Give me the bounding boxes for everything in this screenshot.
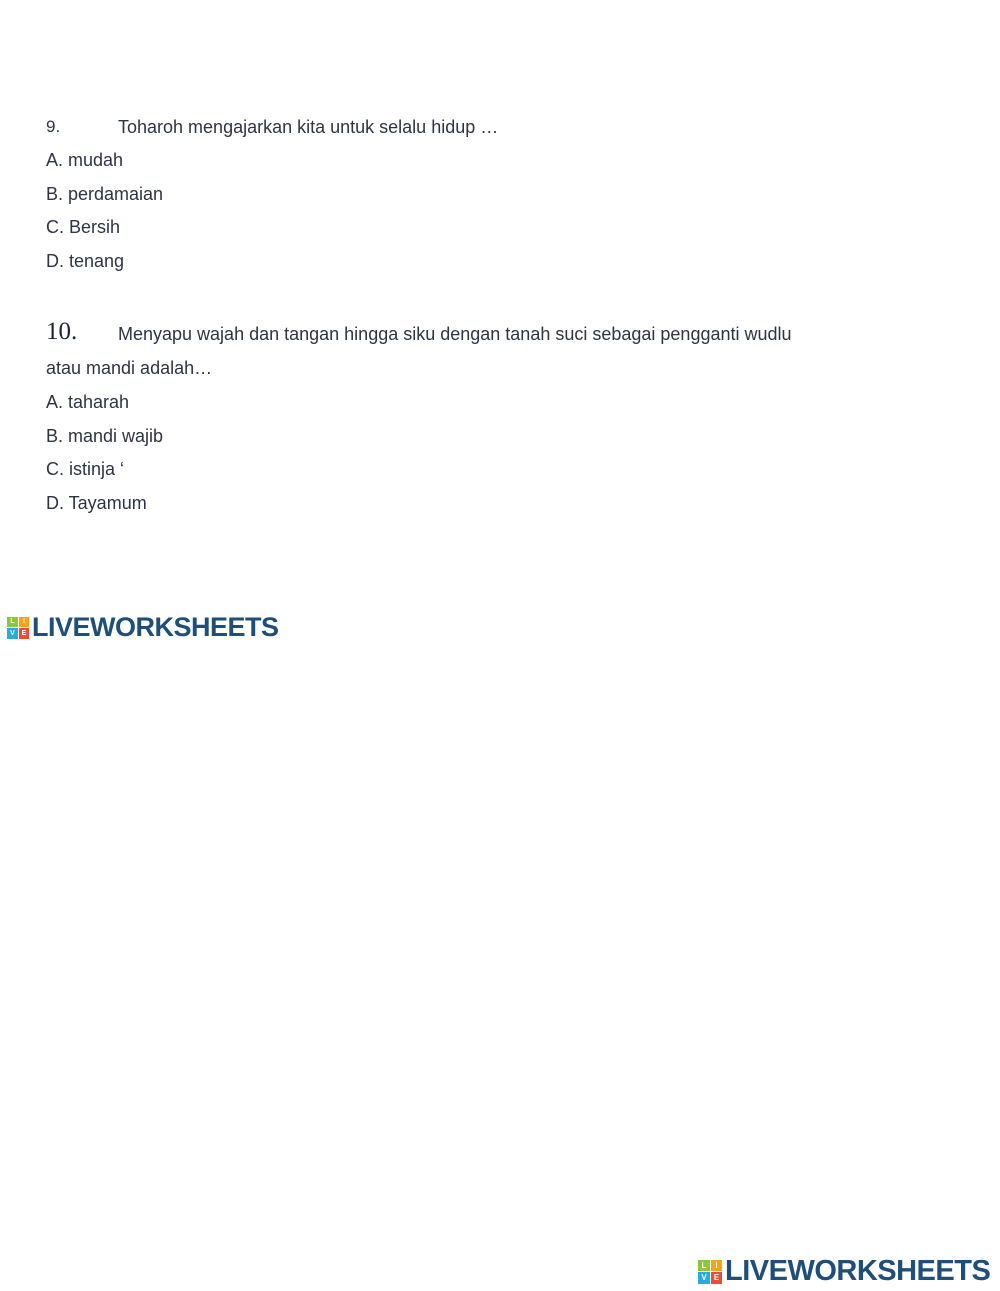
question-10-text: Menyapu wajah dan tangan hingga siku dengan tanah suci sebagai pengganti wudlu — [118, 324, 792, 344]
mark-letter: L — [698, 1260, 710, 1272]
question-10-option-a: A. taharah — [46, 392, 130, 412]
mark-letter: I — [711, 1260, 723, 1272]
question-10-option-d: D. Tayamum — [46, 493, 147, 513]
mark-letter: I — [19, 617, 30, 628]
question-9-option-c: C. Bersih — [46, 217, 121, 237]
mark-letter: V — [7, 628, 18, 639]
mark-letter: E — [711, 1272, 723, 1284]
question-10-option-b: B. mandi wajib — [46, 426, 164, 446]
liveworksheets-logo — [7, 612, 279, 643]
question-9-option-d: D. tenang — [46, 251, 125, 271]
question-9-option-b: B. perdamaian — [46, 184, 164, 204]
question-10-option-c: C. istinja ‘ — [46, 459, 125, 479]
liveworksheets-footer-logo — [698, 1255, 990, 1288]
question-10-number: 10. — [46, 318, 78, 345]
question-9-number: 9. — [46, 117, 61, 136]
liveworksheets-logo-text: LIVEWORKSHEETS — [725, 1255, 991, 1287]
liveworksheets-mark-icon — [698, 1260, 722, 1284]
liveworksheets-mark-icon — [7, 617, 29, 639]
mark-letter: V — [698, 1272, 710, 1284]
question-10-text-continued: atau mandi adalah… — [46, 358, 213, 378]
mark-letter: E — [19, 628, 30, 639]
question-9-option-a: A. mudah — [46, 150, 124, 170]
liveworksheets-logo-text: LIVEWORKSHEETS — [32, 612, 279, 642]
mark-letter: L — [7, 617, 18, 628]
question-9-text: Toharoh mengajarkan kita untuk selalu hidup … — [118, 117, 499, 137]
